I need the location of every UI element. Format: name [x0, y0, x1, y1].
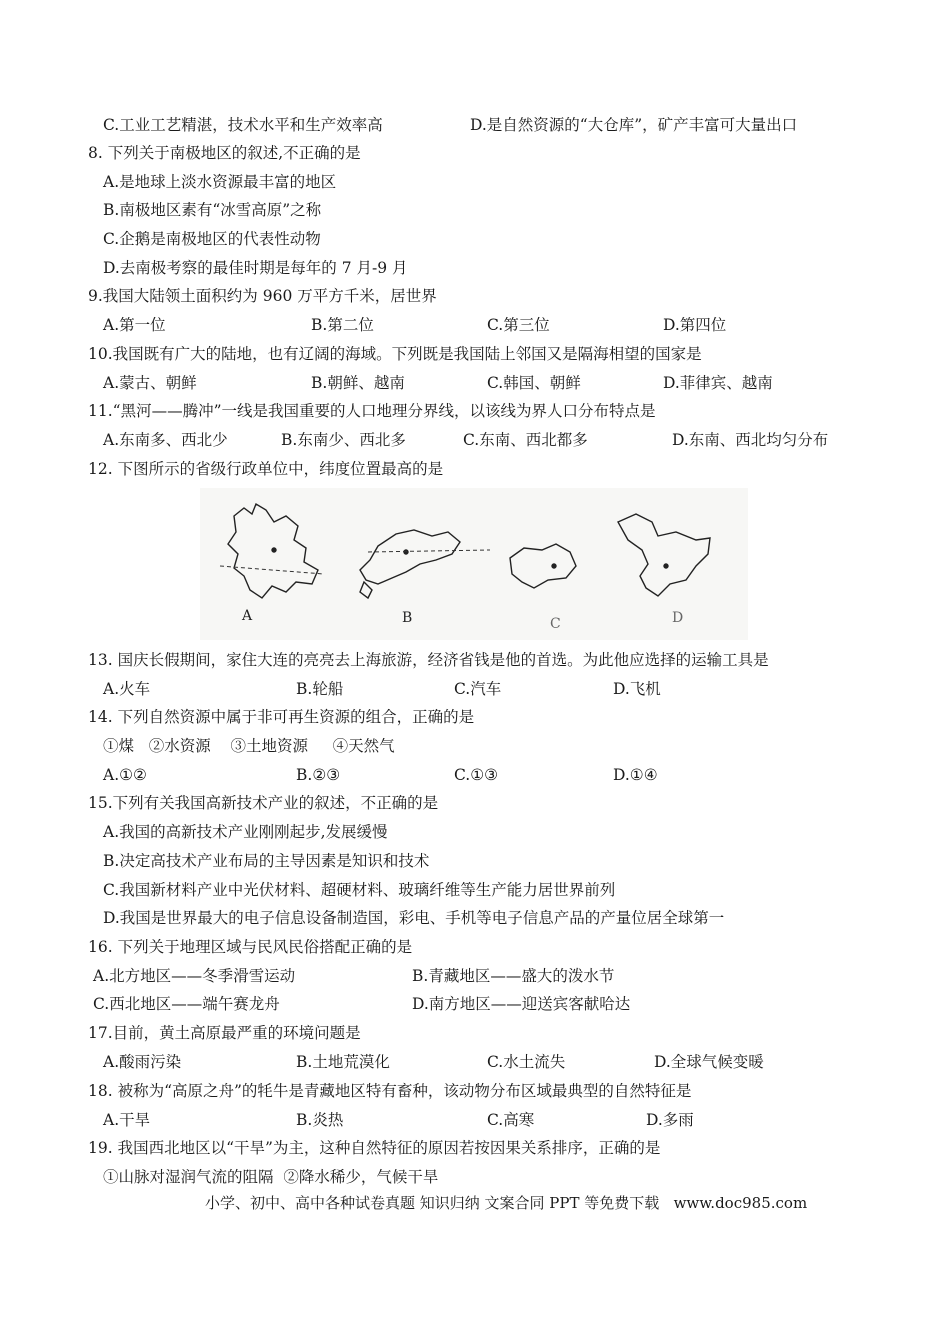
q17-option-d: D.全球气候变暖	[654, 1053, 764, 1071]
q11-option-b: B.东南少、西北多	[281, 431, 406, 449]
q13-option-a: A.火车	[103, 680, 151, 698]
q17-option-c: C.水土流失	[487, 1053, 566, 1071]
page-footer: 小学、初中、高中各种试卷真题 知识归纳 文案合同 PPT 等免费下载 www.doc985.com	[205, 1194, 808, 1212]
q9-option-d: D.第四位	[663, 316, 727, 334]
q9-option-c: C.第三位	[487, 316, 550, 334]
q13-option-b: B.轮船	[296, 680, 344, 698]
q16-option-d: D.南方地区——迎送宾客献哈达	[412, 995, 631, 1013]
q14-option-a: A.①②	[103, 766, 147, 784]
q17-option-b: B.土地荒漠化	[296, 1053, 390, 1071]
q17-option-a: A.酸雨污染	[103, 1053, 182, 1071]
q9-option-b: B.第二位	[311, 316, 374, 334]
q18-option-c: C.高寒	[487, 1111, 535, 1129]
q16-option-b: B.青藏地区——盛大的泼水节	[412, 967, 615, 985]
q9-option-a: A.第一位	[103, 316, 166, 334]
q18-option-d: D.多雨	[646, 1111, 694, 1129]
q14-option-b: B.②③	[296, 766, 341, 784]
q7-option-d: D.是自然资源的“大仓库”，矿产丰富可大量出口	[470, 116, 798, 134]
q10-option-a: A.蒙古、朝鲜	[103, 374, 197, 392]
q14-option-c: C.①③	[454, 766, 499, 784]
q13-option-d: D.飞机	[613, 680, 661, 698]
map-label-c: C	[550, 616, 561, 632]
province-outline-figure	[200, 488, 748, 640]
q18-option-b: B.炎热	[296, 1111, 344, 1129]
q7-option-c: C.工业工艺精湛，技术水平和生产效率高	[103, 116, 383, 134]
map-label-d: D	[672, 610, 684, 626]
q10-option-c: C.韩国、朝鲜	[487, 374, 581, 392]
q14-option-d: D.①④	[613, 766, 658, 784]
q16-option-c: C.西北地区——端午赛龙舟	[93, 995, 280, 1013]
q18-option-a: A.干旱	[103, 1111, 151, 1129]
q11-option-c: C.东南、西北都多	[463, 431, 588, 449]
q10-option-d: D.菲律宾、越南	[663, 374, 773, 392]
map-label-b: B	[402, 610, 413, 626]
q10-option-b: B.朝鲜、越南	[311, 374, 405, 392]
map-label-a: A	[242, 608, 253, 624]
q13-option-c: C.汽车	[454, 680, 502, 698]
q11-option-a: A.东南多、西北少	[103, 431, 228, 449]
q11-option-d: D.东南、西北均匀分布	[672, 431, 829, 449]
q16-option-a: A.北方地区——冬季滑雪运动	[93, 967, 296, 985]
